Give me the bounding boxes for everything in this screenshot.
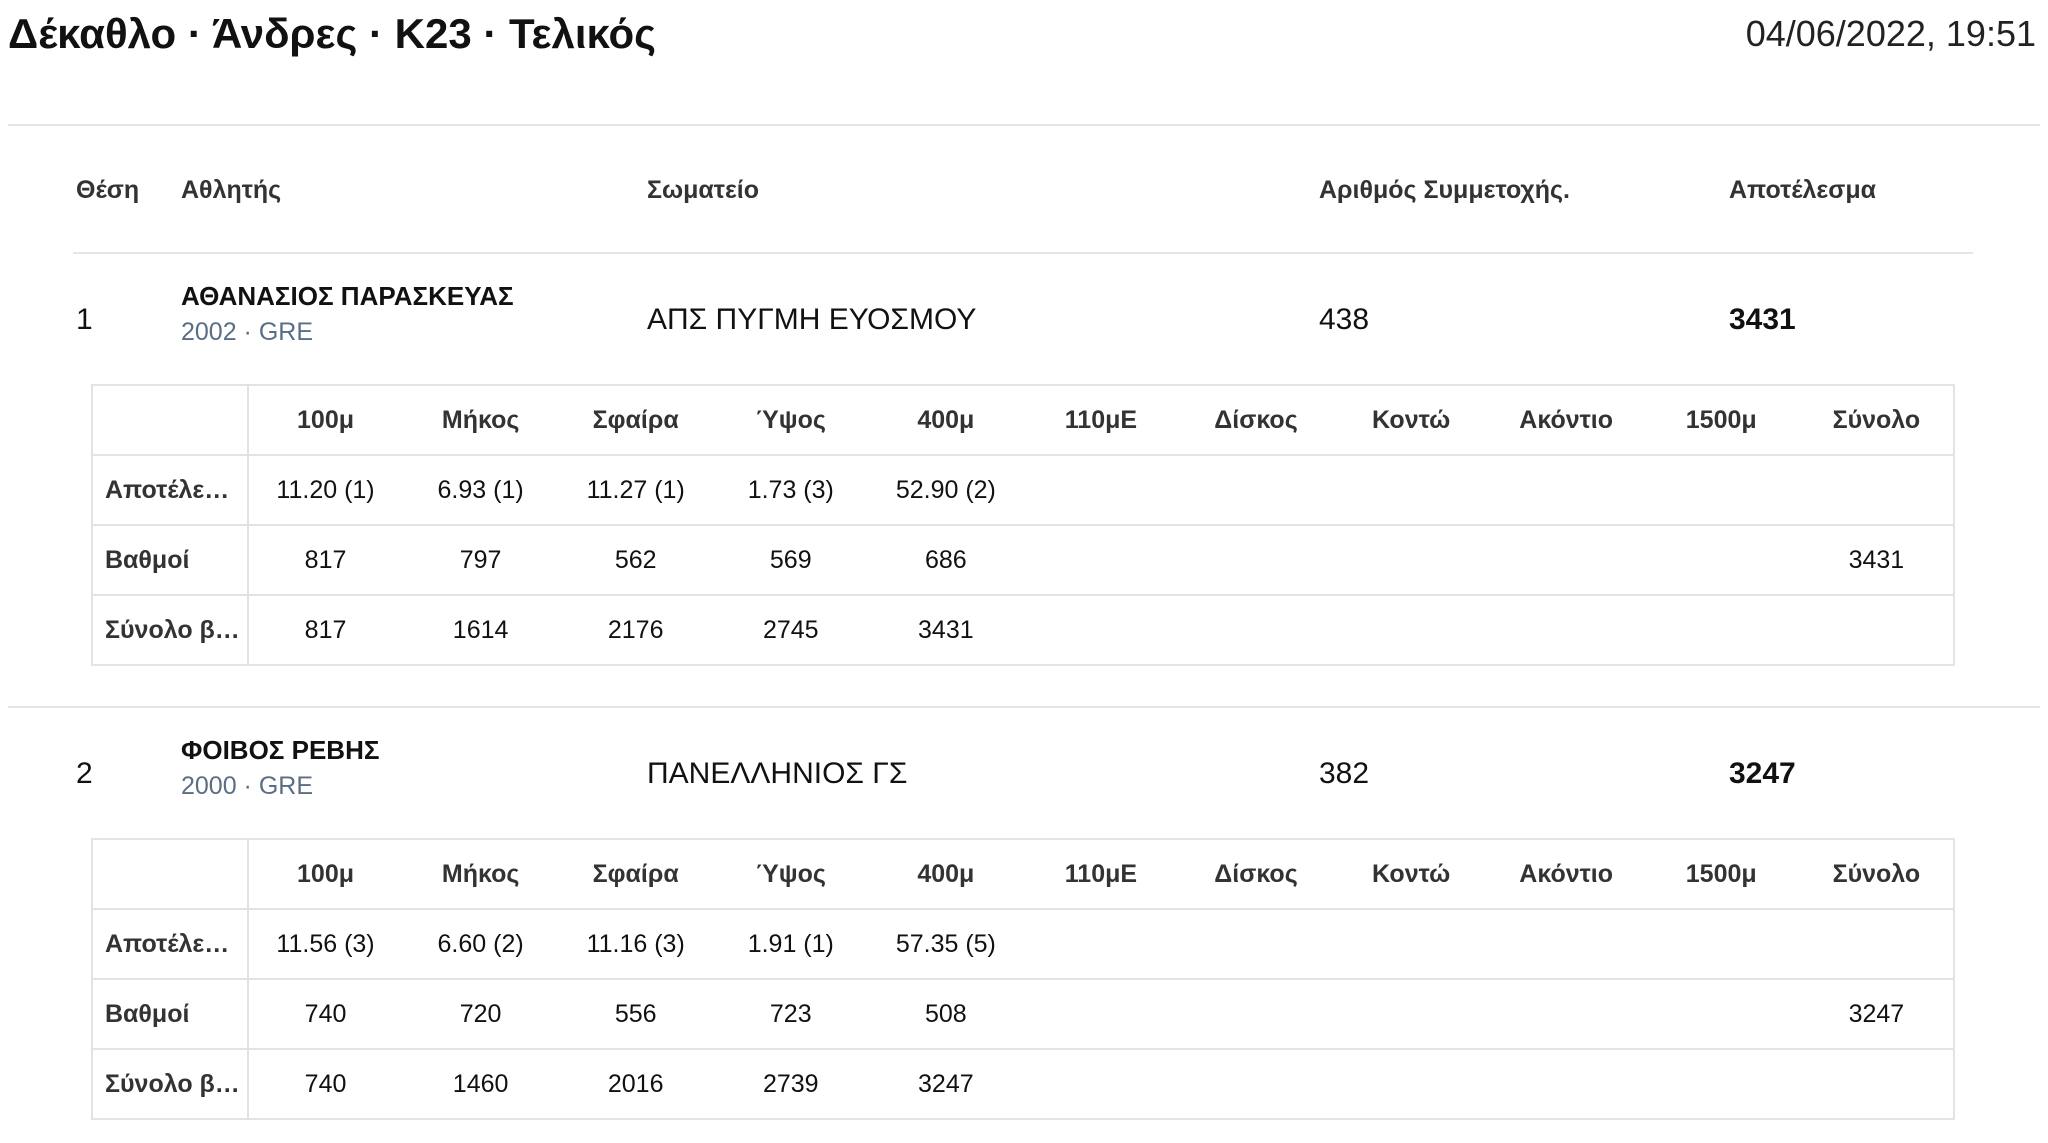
row-label: Αποτέλε… bbox=[92, 909, 248, 979]
points-cell bbox=[1178, 979, 1333, 1049]
event-breakdown-table bbox=[91, 384, 1955, 666]
row-label: Σύνολο β… bbox=[92, 1049, 248, 1119]
results-row bbox=[92, 909, 1954, 979]
points-cell: 740 bbox=[248, 979, 403, 1049]
result-cell bbox=[1489, 909, 1644, 979]
column-header-club[interactable]: Σωματείο bbox=[647, 176, 760, 204]
event-header-cell: Δίσκος bbox=[1178, 385, 1333, 455]
cumulative-cell bbox=[1178, 1049, 1333, 1119]
cumulative-cell: 817 bbox=[248, 595, 403, 665]
athlete-score: 3247 bbox=[1729, 757, 1796, 790]
timestamp: 04/06/2022, 19:51 bbox=[1745, 13, 2036, 54]
points-cell: 720 bbox=[403, 979, 558, 1049]
athlete-score: 3431 bbox=[1729, 303, 1796, 336]
event-header-cell: Σύνολο bbox=[1799, 839, 1954, 909]
results-row bbox=[92, 455, 1954, 525]
result-cell: 11.16 (3) bbox=[558, 909, 713, 979]
event-header-cell: 1500μ bbox=[1644, 385, 1799, 455]
points-cell bbox=[1644, 525, 1799, 595]
column-header-athlete[interactable]: Αθλητής bbox=[181, 176, 282, 204]
divider bbox=[8, 124, 2040, 126]
event-header-cell: 110μΕ bbox=[1023, 385, 1178, 455]
event-header-row bbox=[92, 385, 1954, 455]
points-row bbox=[92, 979, 1954, 1049]
event-header-cell: Ύψος bbox=[713, 385, 868, 455]
result-cell bbox=[1799, 909, 1954, 979]
result-cell bbox=[1023, 455, 1178, 525]
cumulative-cell: 1614 bbox=[403, 595, 558, 665]
event-header-cell bbox=[92, 839, 248, 909]
event-header-cell: Μήκος bbox=[403, 385, 558, 455]
row-label: Βαθμοί bbox=[92, 525, 248, 595]
athlete-name: ΑΘΑΝΑΣΙΟΣ ΠΑΡΑΣΚΕΥΑΣ bbox=[181, 281, 514, 311]
points-cell bbox=[1178, 525, 1333, 595]
result-cell: 1.91 (1) bbox=[713, 909, 868, 979]
points-cell: 797 bbox=[403, 525, 558, 595]
points-row bbox=[92, 525, 1954, 595]
result-cell: 6.60 (2) bbox=[403, 909, 558, 979]
result-cell bbox=[1334, 455, 1489, 525]
column-header-bib[interactable]: Αριθμός Συμμετοχής. bbox=[1319, 176, 1570, 204]
points-total-cell: 3431 bbox=[1799, 525, 1954, 595]
points-cell bbox=[1334, 979, 1489, 1049]
points-cell bbox=[1644, 979, 1799, 1049]
cumulative-cell: 2739 bbox=[713, 1049, 868, 1119]
event-header-row bbox=[92, 839, 1954, 909]
result-cell: 11.56 (3) bbox=[248, 909, 403, 979]
cumulative-cell: 2745 bbox=[713, 595, 868, 665]
event-header-cell: Κοντώ bbox=[1334, 385, 1489, 455]
event-header-cell: Κοντώ bbox=[1334, 839, 1489, 909]
row-label: Σύνολο β… bbox=[92, 595, 248, 665]
athlete-rank: 2 bbox=[76, 757, 93, 790]
cumulative-cell bbox=[1644, 1049, 1799, 1119]
points-cell: 723 bbox=[713, 979, 868, 1049]
cumulative-cell: 1460 bbox=[403, 1049, 558, 1119]
result-cell bbox=[1334, 909, 1489, 979]
athlete-bib: 438 bbox=[1319, 303, 1370, 336]
event-header-cell: Σφαίρα bbox=[558, 839, 713, 909]
points-cell bbox=[1023, 979, 1178, 1049]
cumulative-cell bbox=[1023, 595, 1178, 665]
result-cell: 52.90 (2) bbox=[868, 455, 1023, 525]
cumulative-cell bbox=[1799, 1049, 1954, 1119]
athlete-meta: 2002 · GRE bbox=[181, 318, 314, 346]
athlete-name: ΦΟΙΒΟΣ ΡΕΒΗΣ bbox=[181, 735, 380, 765]
athlete-row[interactable] bbox=[0, 732, 2048, 822]
points-cell: 686 bbox=[868, 525, 1023, 595]
points-cell bbox=[1334, 525, 1489, 595]
row-label: Αποτέλε… bbox=[92, 455, 248, 525]
event-header-cell: Ακόντιο bbox=[1489, 839, 1644, 909]
athlete-club: ΑΠΣ ΠΥΓΜΗ ΕΥΟΣΜΟΥ bbox=[647, 303, 977, 336]
event-header-cell: 110μΕ bbox=[1023, 839, 1178, 909]
cumulative-cell: 2016 bbox=[558, 1049, 713, 1119]
athlete-rank: 1 bbox=[76, 303, 93, 336]
points-cell: 569 bbox=[713, 525, 868, 595]
athlete-bib: 382 bbox=[1319, 757, 1370, 790]
points-cell bbox=[1489, 525, 1644, 595]
points-cell: 556 bbox=[558, 979, 713, 1049]
result-cell bbox=[1489, 455, 1644, 525]
cumulative-cell: 3431 bbox=[868, 595, 1023, 665]
cumulative-cell bbox=[1489, 595, 1644, 665]
points-cell: 508 bbox=[868, 979, 1023, 1049]
cumulative-cell bbox=[1178, 595, 1333, 665]
points-cell: 817 bbox=[248, 525, 403, 595]
divider bbox=[73, 252, 1973, 254]
event-header-cell: Δίσκος bbox=[1178, 839, 1333, 909]
cumulative-row bbox=[92, 595, 1954, 665]
result-cell bbox=[1178, 455, 1333, 525]
athlete-club: ΠΑΝΕΛΛΗΝΙΟΣ ΓΣ bbox=[647, 757, 908, 790]
row-label: Βαθμοί bbox=[92, 979, 248, 1049]
column-header-rank[interactable]: Θέση bbox=[76, 176, 140, 204]
points-cell bbox=[1023, 525, 1178, 595]
cumulative-cell bbox=[1334, 595, 1489, 665]
event-header-cell: 1500μ bbox=[1644, 839, 1799, 909]
event-header-cell: 400μ bbox=[868, 385, 1023, 455]
result-cell: 11.20 (1) bbox=[248, 455, 403, 525]
event-header-cell: Σφαίρα bbox=[558, 385, 713, 455]
cumulative-cell bbox=[1334, 1049, 1489, 1119]
event-header-cell bbox=[92, 385, 248, 455]
points-cell: 562 bbox=[558, 525, 713, 595]
result-cell bbox=[1799, 455, 1954, 525]
cumulative-cell: 740 bbox=[248, 1049, 403, 1119]
athlete-meta: 2000 · GRE bbox=[181, 772, 314, 800]
result-cell bbox=[1644, 455, 1799, 525]
page-title: Δέκαθλο · Άνδρες · Κ23 · Τελικός bbox=[8, 10, 657, 57]
cumulative-row bbox=[92, 1049, 1954, 1119]
result-cell: 11.27 (1) bbox=[558, 455, 713, 525]
result-cell: 1.73 (3) bbox=[713, 455, 868, 525]
result-cell: 6.93 (1) bbox=[403, 455, 558, 525]
event-header-cell: Σύνολο bbox=[1799, 385, 1954, 455]
result-cell bbox=[1644, 909, 1799, 979]
event-header-cell: 100μ bbox=[248, 385, 403, 455]
points-total-cell: 3247 bbox=[1799, 979, 1954, 1049]
cumulative-cell bbox=[1023, 1049, 1178, 1119]
event-header-cell: Μήκος bbox=[403, 839, 558, 909]
athlete-row[interactable] bbox=[0, 278, 2048, 368]
cumulative-cell bbox=[1799, 595, 1954, 665]
event-header-cell: 400μ bbox=[868, 839, 1023, 909]
divider bbox=[8, 706, 2040, 708]
result-cell bbox=[1023, 909, 1178, 979]
result-cell bbox=[1178, 909, 1333, 979]
event-header-cell: 100μ bbox=[248, 839, 403, 909]
points-cell bbox=[1489, 979, 1644, 1049]
column-header-result[interactable]: Αποτέλεσμα bbox=[1729, 176, 1877, 204]
cumulative-cell bbox=[1644, 595, 1799, 665]
cumulative-cell: 3247 bbox=[868, 1049, 1023, 1119]
result-cell: 57.35 (5) bbox=[868, 909, 1023, 979]
event-header-cell: Ακόντιο bbox=[1489, 385, 1644, 455]
cumulative-cell bbox=[1489, 1049, 1644, 1119]
event-header-cell: Ύψος bbox=[713, 839, 868, 909]
event-breakdown-table bbox=[91, 838, 1955, 1120]
cumulative-cell: 2176 bbox=[558, 595, 713, 665]
